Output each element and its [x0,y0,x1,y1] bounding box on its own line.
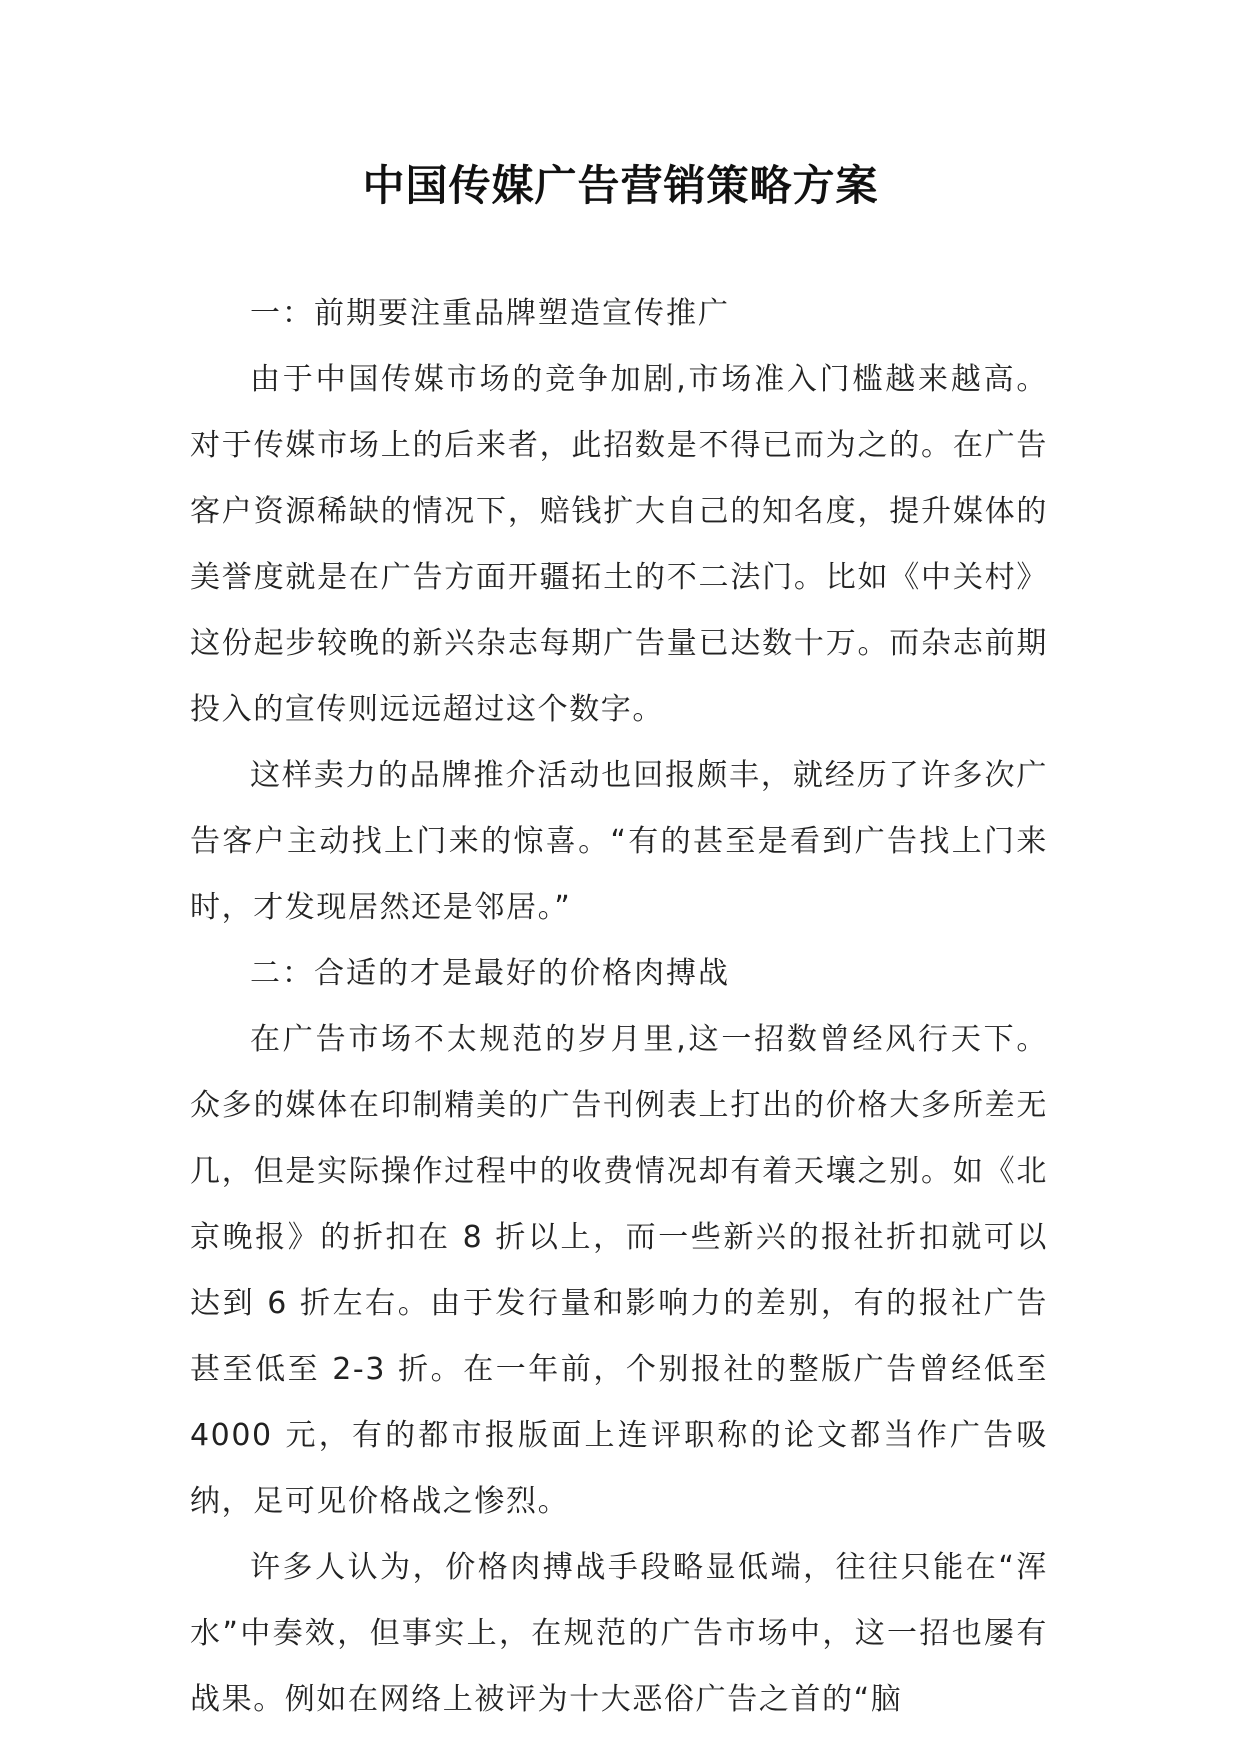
paragraph: 这样卖力的品牌推介活动也回报颇丰，就经历了许多次广告客户主动找上门来的惊喜。“有的甚至是看到广告找上门来时，才发现居然还是邻居。” [190,758,1048,925]
section-heading-2: 二：合适的才是最好的价格肉搏战 [250,956,730,991]
paragraph: 由于中国传媒市场的竞争加剧,市场准入门槛越来越高。对于传媒市场上的后来者，此招数是不得已而为之的。在广告客户资源稀缺的情况下，赔钱扩大自己的知名度，提升媒体的美誉度就是在广告方面开疆拓土的不二法门。比如《中关村》这份起步较晚的新兴杂志每期广告量已达数十万。而杂志前期投入的宣传则远远超过这个数字。 [190,362,1048,727]
paragraph: 许多人认为，价格肉搏战手段略显低端，往往只能在“浑水”中奏效，但事实上，在规范的广告市场中，这一招也屡有战果。例如在网络上被评为十大恶俗广告之首的“脑 [190,1550,1048,1717]
paragraph: 在广告市场不太规范的岁月里,这一招数曾经风行天下。众多的媒体在印制精美的广告刊例表上打出的价格大多所差无几，但是实际操作过程中的收费情况却有着天壤之别。如《北京晚报》的折扣在 8 折以上，而一些新兴的报社折扣就可以达到 6 折左右。由于发行量和影响力的差别，有的报社广告甚至低至 2-3 折。在一年前，个别报社的整版广告曾经低至 4000 元，有的都市报版面上连评职称的论文都当作广告吸纳，足可见价格战之惨烈。 [190,1022,1048,1519]
section-heading-1: 一：前期要注重品牌塑造宣传推广 [250,296,730,331]
document-title: 中国传媒广告营销策略方案 [362,161,879,210]
document-body [190,281,1048,1733]
